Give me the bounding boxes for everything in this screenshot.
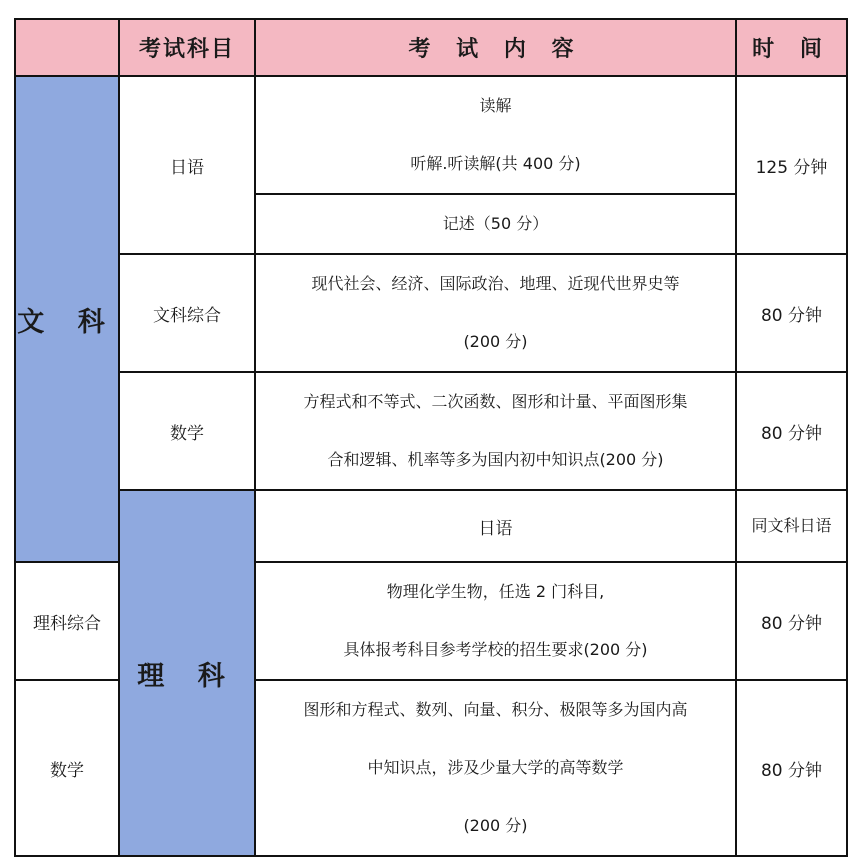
header-subject: 考试科目 [119,19,255,76]
content-line: 物理化学生物，任选 2 门科目, [386,582,605,601]
category-liberal-arts: 文 科 [15,76,119,562]
subject-cell: 日语 [255,490,736,562]
exam-subjects-table [14,18,848,857]
content-line: 读解 [479,96,512,115]
header-row [15,19,847,76]
content-line: 现代社会、经济、国际政治、地理、近现代世界史等 [311,274,680,293]
subject-cell: 理科综合 [15,562,119,680]
table-row [15,254,847,372]
subject-cell: 日语 [119,76,255,254]
content-cell [736,490,847,562]
content-line: (200 分) [463,332,528,351]
content-line: 具体报考科目参考学校的招生要求(200 分) [343,640,648,659]
header-content: 考 试 内 容 [255,19,736,76]
content-line: 中知识点，涉及少量大学的高等数学 [367,758,624,777]
content-line: 合和逻辑、机率等多为国内初中知识点(200 分) [327,450,664,469]
content-cell [255,562,736,680]
table-row [15,372,847,490]
content-line: (200 分) [463,816,528,835]
header-time: 时 间 [736,19,847,76]
content-cell [255,680,736,856]
time-cell: 80 分钟 [736,680,847,856]
category-science: 理 科 [119,490,255,856]
content-line: 记述（50 分） [442,214,549,233]
header-blank-cell [15,19,119,76]
content-line: 图形和方程式、数列、向量、积分、极限等多为国内高 [303,700,688,719]
subject-cell: 数学 [119,372,255,490]
content-cell [255,76,736,194]
content-line: 方程式和不等式、二次函数、图形和计量、平面图形集 [303,392,688,411]
subject-cell: 数学 [15,680,119,856]
table-row [15,490,847,562]
content-cell [255,194,736,254]
content-line: 同文科日语 [751,516,832,535]
exam-table-container [14,18,846,833]
time-cell: 80 分钟 [736,372,847,490]
time-cell: 80 分钟 [736,562,847,680]
subject-cell: 文科综合 [119,254,255,372]
content-cell [255,372,736,490]
time-cell: 125 分钟 [736,76,847,254]
table-row [15,76,847,194]
time-cell: 80 分钟 [736,254,847,372]
content-cell [255,254,736,372]
content-line: 听解.听读解(共 400 分) [410,154,581,173]
